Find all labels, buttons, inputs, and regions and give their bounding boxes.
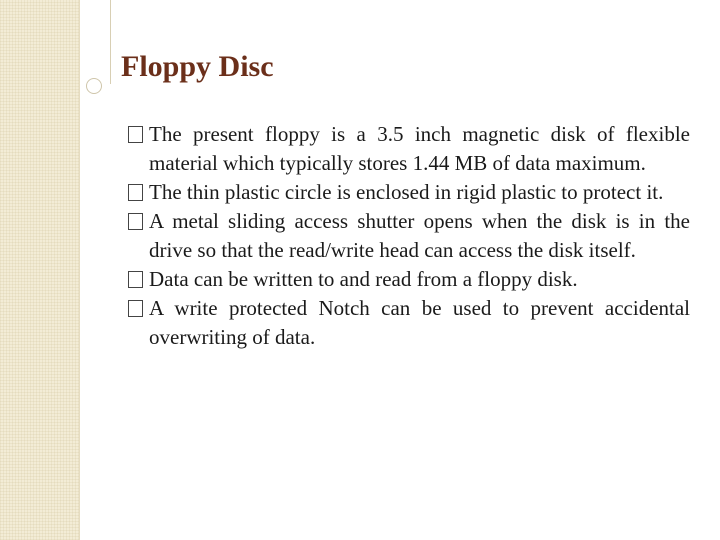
slide-title: Floppy Disc: [121, 50, 274, 83]
bullet-item: [128, 294, 690, 352]
side-strip-edge: [79, 0, 80, 540]
bullet-text: Data can be written to and read from a floppy disk.: [149, 267, 578, 291]
bullet-text: A write protected Notch can be used to prevent accidental overwriting of data.: [149, 296, 690, 349]
title-divider-line: [110, 0, 111, 84]
bullet-text: The thin plastic circle is enclosed in rigid plastic to protect it.: [149, 180, 664, 204]
decorative-ring: [86, 78, 102, 94]
bullet-marker-icon: [128, 271, 143, 288]
bullet-marker-icon: [128, 300, 143, 317]
bullet-item: [128, 207, 690, 265]
bullet-list: [128, 120, 690, 352]
bullet-text: The present floppy is a 3.5 inch magnetic disk of flexible material which typically stores 1.44 MB of data maximum.: [149, 122, 690, 175]
bullet-item: [128, 120, 690, 178]
bullet-item: [128, 265, 690, 294]
decorative-side-strip: [0, 0, 79, 540]
bullet-text: A metal sliding access shutter opens when the disk is in the drive so that the read/write head can access the disk itself.: [149, 209, 690, 262]
bullet-marker-icon: [128, 126, 143, 143]
bullet-marker-icon: [128, 184, 143, 201]
bullet-item: [128, 178, 690, 207]
bullet-marker-icon: [128, 213, 143, 230]
